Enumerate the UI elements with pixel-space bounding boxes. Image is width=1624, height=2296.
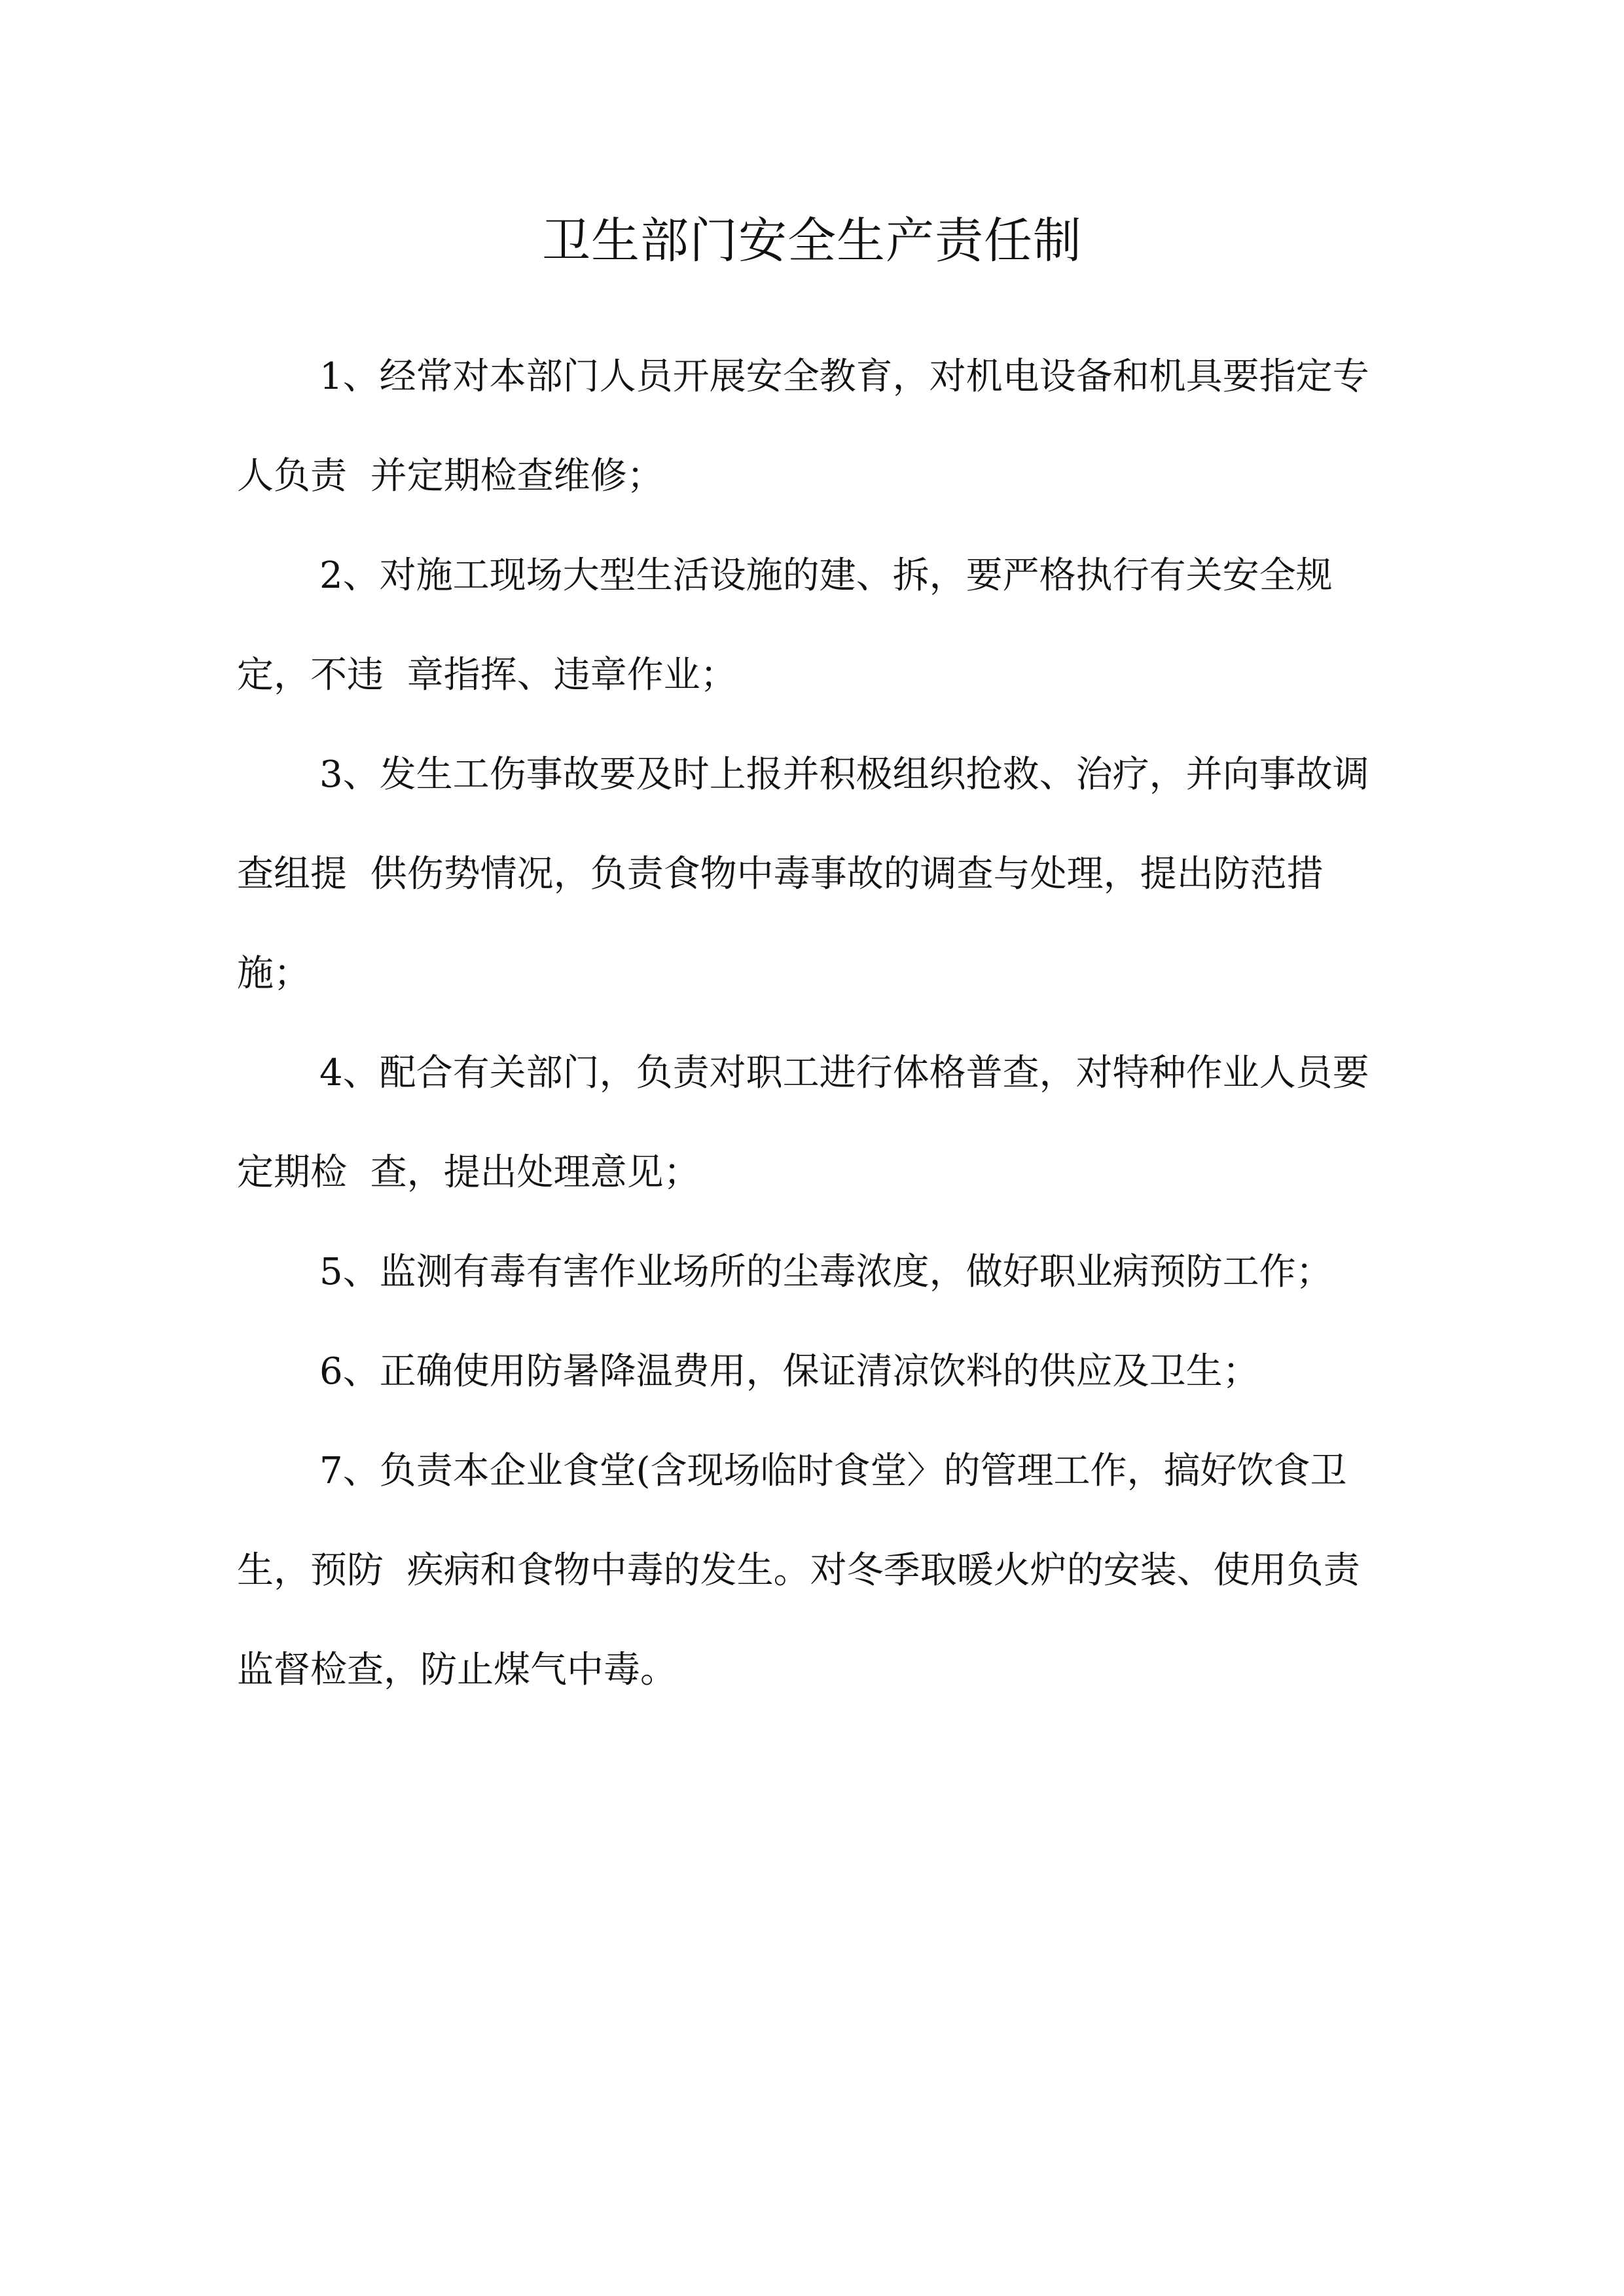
paragraph-3: 3、发生工伤事故要及时上报并积极组织抢救、治疗，并向事故调查组提 供伤势情况，负责食物中毒事故的调查与处理，提出防范措施； <box>237 753 1369 995</box>
paragraph-2: 2、对施工现场大型生活设施的建、拆，要严格执行有关安全规定，不违 章指挥、违章作业； <box>237 554 1333 696</box>
paragraph-6: 6、正确使用防暑降温费用，保证清凉饮料的供应及卫生； <box>319 1350 1259 1393</box>
page-title: 卫生部门安全生产责任制 <box>542 213 1082 269</box>
paragraph-4: 4、配合有关部门，负责对职工进行体格普查，对特种作业人员要定期检 查，提出处理意见； <box>237 1052 1369 1194</box>
paragraph-1: 1、经常对本部门人员开展安全教育，对机电设备和机具要指定专人负责 并定期检查维修； <box>237 355 1369 497</box>
document-body <box>237 327 1390 1720</box>
paragraph-5: 5、监测有毒有害作业场所的尘毒浓度，做好职业病预防工作； <box>319 1251 1333 1293</box>
paragraph-7: 7、负责本企业食堂(含现场临时食堂〉的管理工作，搞好饮食卫生，预防 疾病和食物中毒的发生。对冬季取暖火炉的安装、使用负责监督检查，防止煤气中毒。 <box>237 1450 1360 1691</box>
